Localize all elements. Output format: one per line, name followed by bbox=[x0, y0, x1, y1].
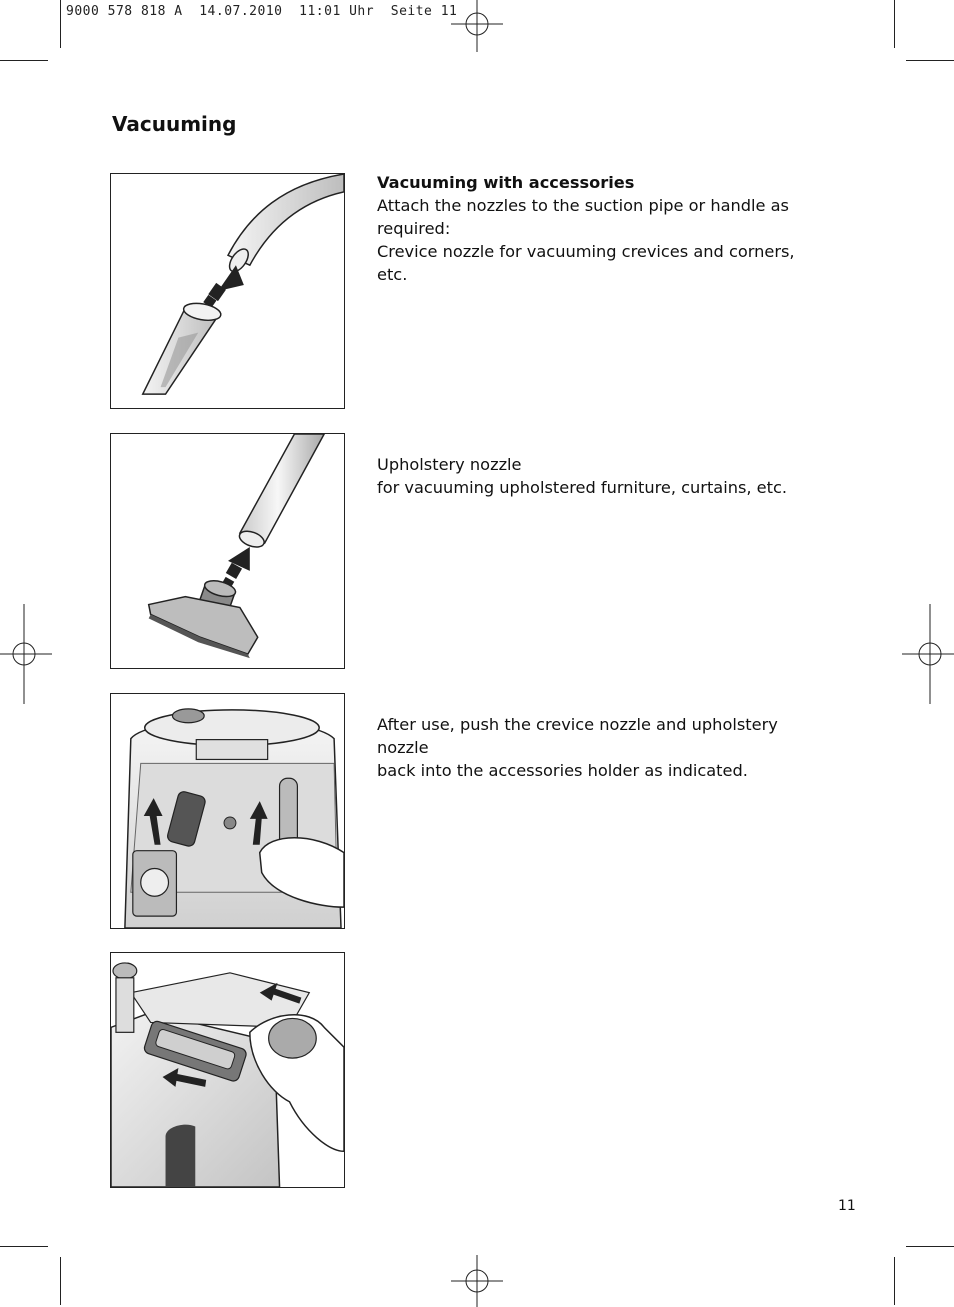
crop-mark bbox=[906, 60, 954, 61]
crop-mark bbox=[894, 1257, 895, 1305]
section-line: back into the accessories holder as indicated. bbox=[377, 761, 748, 780]
upholstery-nozzle-illustration bbox=[111, 434, 344, 668]
section-line: Crevice nozzle for vacuuming crevices and corners, etc. bbox=[377, 242, 795, 284]
section-line: Attach the nozzles to the suction pipe or handle as bbox=[377, 196, 789, 215]
figure-crevice-nozzle bbox=[110, 173, 345, 409]
section-line: After use, push the crevice nozzle and upholstery nozzle bbox=[377, 715, 778, 757]
figure-upholstery-nozzle bbox=[110, 433, 345, 669]
section-line: for vacuuming upholstered furniture, curtains, etc. bbox=[377, 478, 788, 497]
figure-push-nozzles bbox=[110, 952, 345, 1188]
section-heading: Vacuuming with accessories bbox=[377, 173, 635, 192]
push-nozzles-illustration bbox=[111, 953, 344, 1187]
section-line: required: bbox=[377, 219, 451, 238]
crop-mark bbox=[0, 1246, 48, 1247]
page-number: 11 bbox=[838, 1198, 856, 1214]
accessories-holder-illustration bbox=[111, 694, 344, 928]
figure-accessories-holder bbox=[110, 693, 345, 929]
registration-mark bbox=[0, 604, 52, 704]
crop-mark bbox=[0, 60, 48, 61]
registration-mark bbox=[902, 604, 954, 704]
section-crevice-nozzle bbox=[377, 171, 827, 286]
crop-mark bbox=[894, 0, 895, 48]
crop-mark bbox=[60, 0, 61, 48]
page-title: Vacuuming bbox=[112, 112, 237, 136]
crop-mark bbox=[60, 1257, 61, 1305]
section-line: Upholstery nozzle bbox=[377, 455, 522, 474]
section-upholstery-nozzle bbox=[377, 453, 827, 499]
section-accessories-holder bbox=[377, 713, 827, 782]
crevice-nozzle-illustration bbox=[111, 174, 344, 408]
registration-mark bbox=[451, 0, 503, 52]
registration-mark bbox=[451, 1255, 503, 1307]
print-header: 9000 578 818 A 14.07.2010 11:01 Uhr Seite 11 bbox=[66, 4, 458, 19]
crop-mark bbox=[906, 1246, 954, 1247]
